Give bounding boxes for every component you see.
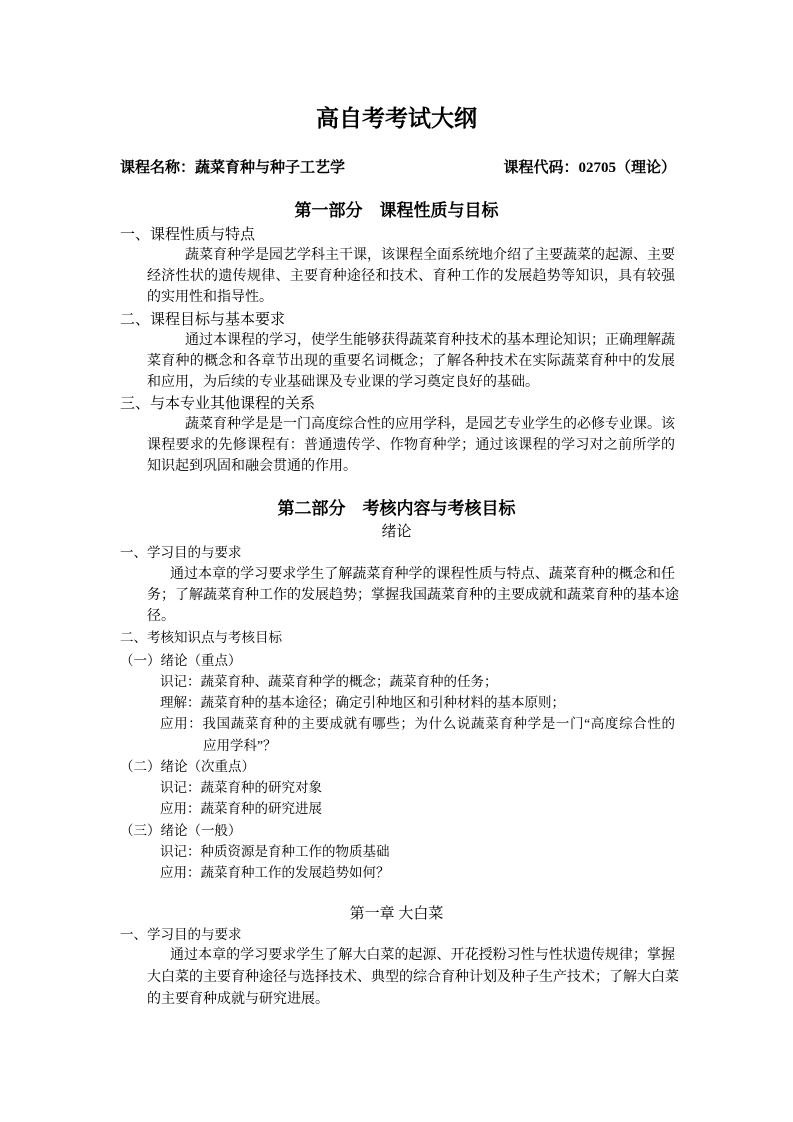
paragraph-line: 通过本课程的学习，使学生能够获得蔬菜育种技术的基本理论知识；正确理解蔬 bbox=[185, 333, 675, 348]
part2-heading: 第二部分 考核内容与考核目标 bbox=[277, 499, 516, 518]
group-item: 识记：蔬菜育种的研究对象 bbox=[160, 780, 322, 795]
group-item: 应用：蔬菜育种的研究进展 bbox=[160, 801, 322, 816]
group-title: （二）绪论（次重点） bbox=[120, 759, 255, 774]
paragraph-line: 径。 bbox=[147, 609, 175, 624]
paragraph-line: 通过本章的学习要求学生了解蔬菜育种学的课程性质与特点、蔬菜育种的概念和任 bbox=[170, 567, 675, 582]
course-code: 课程代码：02705（理论） bbox=[503, 160, 676, 176]
group-item: 应用：蔬菜育种工作的发展趋势如何？ bbox=[160, 865, 390, 880]
section-title: 二、课程目标与基本要求 bbox=[120, 312, 286, 328]
group-item: 理解：蔬菜育种的基本途径；确定引种地区和引种材料的基本原则； bbox=[160, 695, 565, 710]
paragraph-line: 经济性状的遗传规律、主要育种途径和技术、育种工作的发展趋势等知识，具有较强 bbox=[147, 269, 675, 284]
part1-heading: 第一部分 课程性质与目标 bbox=[294, 201, 499, 220]
paragraph-line: 大白菜的主要育种途径与选择技术、典型的综合育种计划及种子生产技术；了解大白菜 bbox=[147, 970, 679, 985]
paragraph-line: 通过本章的学习要求学生了解大白菜的起源、开花授粉习性与性状遗传规律；掌握 bbox=[170, 948, 675, 963]
paragraph-line: 和应用，为后续的专业基础课及专业课的学习奠定良好的基础。 bbox=[147, 375, 539, 390]
paragraph-line: 的实用性和指导性。 bbox=[147, 290, 273, 305]
group-item-continuation: 应用学科”？ bbox=[203, 738, 277, 753]
paragraph-line: 务；了解蔬菜育种工作的发展趋势；掌握我国蔬菜育种的主要成就和蔬菜育种的基本途 bbox=[147, 588, 679, 603]
paragraph-line: 蔬菜育种学是是一门高度综合性的应用学科，是园艺专业学生的必修专业课。该 bbox=[185, 417, 675, 432]
paragraph-line: 菜育种的概念和各章节出现的重要名词概念；了解各种技术在实际蔬菜育种中的发展 bbox=[147, 354, 675, 369]
section-title: 一、课程性质与特点 bbox=[120, 227, 256, 243]
group-item: 识记：蔬菜育种、蔬菜育种学的概念；蔬菜育种的任务； bbox=[160, 674, 498, 689]
chapter-title: 第一章 大白菜 bbox=[349, 906, 444, 922]
section-title: 三、与本专业其他课程的关系 bbox=[120, 396, 316, 412]
paragraph-line: 课程要求的先修课程有：普通遗传学、作物育种学；通过该课程的学习对之前所学的 bbox=[147, 438, 675, 453]
section-title: 一、学习目的与要求 bbox=[120, 545, 242, 560]
group-title: （一）绪论（重点） bbox=[120, 653, 242, 668]
section-title: 二、考核知识点与考核目标 bbox=[120, 630, 282, 645]
intro-title: 绪论 bbox=[381, 524, 412, 540]
group-item: 应用：我国蔬菜育种的主要成就有哪些；为什么说蔬菜育种学是一门“高度综合性的 bbox=[160, 716, 675, 731]
paragraph-line: 的主要育种成就与研究进展。 bbox=[147, 992, 329, 1007]
paragraph-line: 蔬菜育种学是园艺学科主干课，该课程全面系统地介绍了主要蔬菜的起源、主要 bbox=[185, 248, 675, 263]
group-item: 识记：种质资源是育种工作的物质基础 bbox=[160, 844, 390, 859]
paragraph-line: 知识起到巩固和融会贯通的作用。 bbox=[147, 459, 357, 474]
section-title: 一、学习目的与要求 bbox=[120, 927, 242, 942]
document-title: 高自考考试大纲 bbox=[316, 106, 477, 131]
course-name: 课程名称：蔬菜育种与种子工艺学 bbox=[120, 160, 346, 176]
group-title: （三）绪论（一般） bbox=[120, 823, 242, 838]
